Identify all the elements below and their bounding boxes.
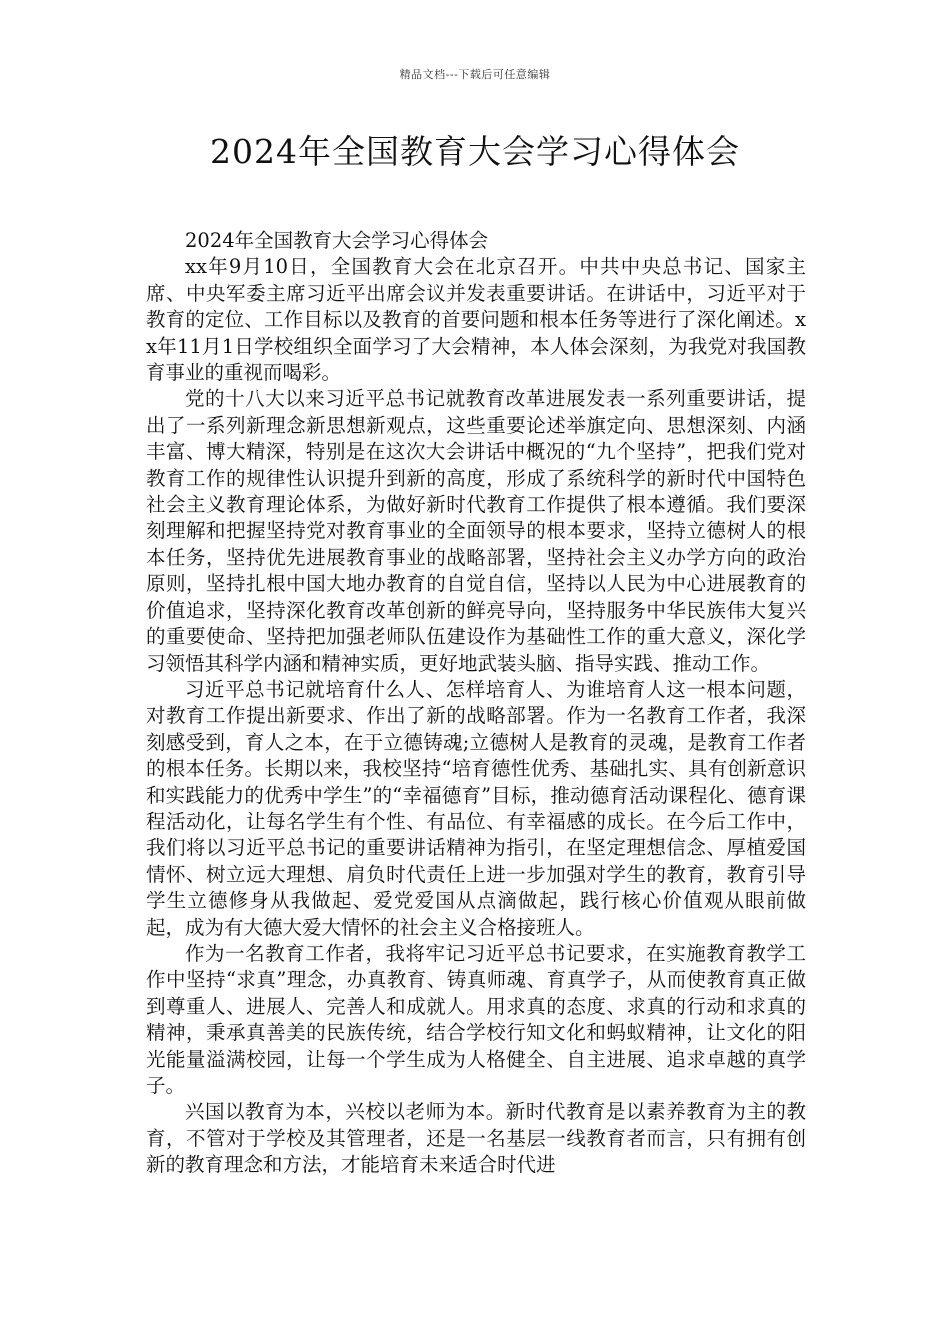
paragraph-3: 习近平总书记就培育什么人、怎样培育人、为谁培育人这一根本问题，对教育工作提出新要求、作出了新的战略部署。作为一名教育工作者，我深刻感受到，育人之本，在于立德铸魂;立德树人是教育的灵魂，是教育工作者的根本任务。长期以来，我校坚持“培育德性优秀、基础扎实、具有创新意识和实践能力的优秀中学生”的“幸福德育”目标，推动德育活动课程化、德育课程活动化，让每名学生有个性、有品位、有幸福感的成长。在今后工作中，我们将以习近平总书记的重要讲话精神为指引，在坚定理想信念、厚植爱国情怀、树立远大理想、肩负时代责任上进一步加强对学生的教育，教育引导学生立德修身从我做起、爱党爱国从点滴做起，践行核心价值观从眼前做起，成为有大德大爱大情怀的社会主义合格接班人。 — [146, 677, 806, 939]
document-title: 2024年全国教育大会学习心得体会 — [210, 132, 740, 171]
paragraph-1: xx年9月10日，全国教育大会在北京召开。中共中央总书记、国家主席、中央军委主席习近平出席会议并发表重要讲话。在讲话中，习近平对于教育的定位、工作目标以及教育的首要问题和根本任务等进行了深化阐述。xx年11月1日学校组织全面学习了大会精神，本人体会深刻，为我党对我国教育事业的重视而喝彩。 — [146, 255, 806, 385]
paragraph-4: 作为一名教育工作者，我将牢记习近平总书记要求，在实施教育教学工作中坚持“求真”理念，办真教育、铸真师魂、育真学子，从而使教育真正做到尊重人、进展人、完善人和成就人。用求真的态度、求真的行动和求真的精神，秉承真善美的民族传统，结合学校行知文化和蚂蚁精神，让文化的阳光能量溢满校园，让每一个学生成为人格健全、自主进展、追求卓越的真学子。 — [146, 941, 806, 1097]
page-header: 精品文档---下载后可任意编辑 — [399, 68, 551, 81]
paragraph-2: 党的十八大以来习近平总书记就教育改革进展发表一系列重要讲话，提出了一系列新理念新思想新观点，这些重要论述举旗定向、思想深刻、内涵丰富、博大精深，特别是在这次大会讲话中概况的“九个坚持”，把我们党对教育工作的规律性认识提升到新的高度，形成了系统科学的新时代中国特色社会主义教育理论体系，为做好新时代教育工作提供了根本遵循。我们要深刻理解和把握坚持党对教育事业的全面领导的根本要求，坚持立德树人的根本任务，坚持优先进展教育事业的战略部署，坚持社会主义办学方向的政治原则，坚持扎根中国大地办教育的自觉自信，坚持以人民为中心进展教育的价值追求，坚持深化教育改革创新的鲜亮导向，坚持服务中华民族伟大复兴的重要使命、坚持把加强老师队伍建设作为基础性工作的重大意义，深化学习领悟其科学内涵和精神实质，更好地武装头脑、指导实践、推动工作。 — [146, 387, 806, 675]
document-subtitle: 2024年全国教育大会学习心得体会 — [185, 229, 489, 252]
document-body — [146, 228, 806, 1179]
paragraph-5: 兴国以教育为本，兴校以老师为本。新时代教育是以素养教育为主的教育，不管对于学校及其管理者，还是一名基层一线教育者而言，只有拥有创新的教育理念和方法，才能培育未来适合时代进 — [146, 1100, 806, 1177]
